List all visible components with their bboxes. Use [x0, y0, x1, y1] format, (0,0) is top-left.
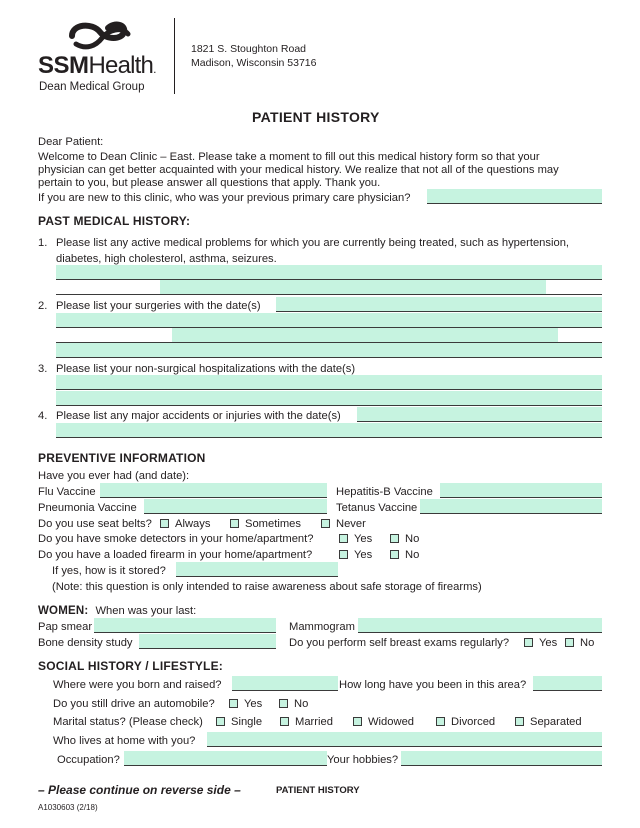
firearm-no-checkbox[interactable] [390, 550, 399, 559]
drive-yes-label: Yes [244, 698, 263, 710]
seatbelt-never-checkbox[interactable] [321, 519, 330, 528]
smoke-no-label: No [405, 533, 420, 545]
lives-with-label: Who lives at home with you? [53, 735, 196, 747]
women-question: When was your last: [95, 605, 197, 617]
smoke-yes-checkbox[interactable] [339, 534, 348, 543]
seatbelt-sometimes-label: Sometimes [245, 518, 301, 530]
marital-divorced-label: Divorced [451, 716, 496, 728]
pneumonia-vaccine-field[interactable] [144, 499, 327, 514]
lives-with-field[interactable] [207, 732, 602, 747]
marital-separated-label: Separated [530, 716, 582, 728]
born-raised-field[interactable] [232, 676, 338, 691]
q3-answer-line2[interactable] [56, 391, 602, 406]
ssm-logo-icon [66, 18, 134, 52]
firearm-yes-checkbox[interactable] [339, 550, 348, 559]
seatbelt-never-label: Never [336, 518, 366, 530]
breast-exam-no-checkbox[interactable] [565, 638, 574, 647]
hobbies-label: Your hobbies? [327, 754, 399, 766]
q1-answer-line2[interactable] [160, 280, 546, 295]
past-history-heading: PAST MEDICAL HISTORY: [38, 214, 191, 228]
marital-label: Marital status? (Please check) [53, 716, 203, 728]
firearm-note: (Note: this question is only intended to raise awareness about safe storage of firearms) [52, 581, 482, 593]
smoke-no-checkbox[interactable] [390, 534, 399, 543]
social-heading: SOCIAL HISTORY / LIFESTYLE: [38, 659, 223, 673]
drive-yes-checkbox[interactable] [229, 699, 238, 708]
q2-answer-line4[interactable] [56, 343, 602, 358]
logo-health: Health [88, 52, 154, 79]
smoke-yes-label: Yes [354, 533, 373, 545]
hepb-vaccine-field[interactable] [440, 483, 602, 498]
marital-widowed-label: Widowed [368, 716, 415, 728]
drive-label: Do you still drive an automobile? [53, 698, 215, 710]
address-line2: Madison, Wisconsin 53716 [191, 57, 317, 69]
q4-number: 4. [38, 410, 48, 422]
logo-trademark: . [153, 62, 156, 76]
logo-ssm: SSM [38, 52, 89, 79]
hobbies-field[interactable] [401, 751, 602, 766]
q3-label: Please list your non-surgical hospitalizations with the date(s) [56, 363, 356, 375]
q4-answer-line2[interactable] [56, 423, 602, 438]
women-row [38, 605, 196, 617]
continue-note: – Please continue on reverse side – [38, 783, 241, 797]
intro-line1: Welcome to Dean Clinic – East. Please take a moment to fill out this medical history form so that your [38, 151, 540, 163]
drive-no-label: No [294, 698, 309, 710]
breast-exam-no-label: No [580, 637, 595, 649]
intro-line3: pertain to you, but please answer all questions that apply. Thank you. [38, 177, 381, 189]
intro-line2: physician can get better acquainted with your medical history. We realize that not all of the questions may [38, 164, 559, 176]
preventive-heading: PREVENTIVE INFORMATION [38, 451, 206, 465]
q4-label: Please list any major accidents or injuries with the date(s) [56, 410, 341, 422]
firearm-no-label: No [405, 549, 420, 561]
firearm-yes-label: Yes [354, 549, 373, 561]
breast-exam-yes-checkbox[interactable] [524, 638, 533, 647]
marital-single-label: Single [231, 716, 263, 728]
prev-physician-field[interactable] [427, 189, 602, 204]
women-label: WOMEN: [38, 605, 89, 617]
pneumonia-vaccine-label: Pneumonia Vaccine [38, 502, 137, 514]
stored-label: If yes, how is it stored? [52, 565, 166, 577]
marital-divorced-checkbox[interactable] [436, 717, 445, 726]
q1-line1: Please list any active medical problems for which you are currently being treated, such as hypertension, [56, 237, 570, 249]
q2-label: Please list your surgeries with the date(s) [56, 300, 261, 312]
bone-density-label: Bone density study [38, 637, 133, 649]
marital-widowed-checkbox[interactable] [353, 717, 362, 726]
q3-answer-line1[interactable] [56, 375, 602, 390]
drive-no-checkbox[interactable] [279, 699, 288, 708]
header-divider [174, 18, 175, 94]
occupation-field[interactable] [124, 751, 327, 766]
born-raised-label: Where were you born and raised? [53, 679, 222, 691]
seatbelt-always-checkbox[interactable] [160, 519, 169, 528]
how-long-label: How long have you been in this area? [339, 679, 527, 691]
q1-number: 1. [38, 237, 48, 249]
q3-number: 3. [38, 363, 48, 375]
q2-answer-line2[interactable] [56, 313, 602, 328]
hepb-vaccine-label: Hepatitis-B Vaccine [336, 486, 433, 498]
form-code: A1030603 (2/18) [38, 803, 98, 812]
flu-vaccine-field[interactable] [100, 483, 327, 498]
mammogram-field[interactable] [358, 618, 602, 633]
tetanus-vaccine-label: Tetanus Vaccine [336, 502, 418, 514]
have-you-had-label: Have you ever had (and date): [38, 470, 190, 482]
how-long-field[interactable] [533, 676, 602, 691]
seatbelt-sometimes-checkbox[interactable] [230, 519, 239, 528]
breast-exam-label: Do you perform self breast exams regularly? [289, 637, 510, 649]
prev-physician-label: If you are new to this clinic, who was your previous primary care physician? [38, 192, 411, 204]
greeting: Dear Patient: [38, 136, 104, 148]
firearm-label: Do you have a loaded firearm in your home/apartment? [38, 549, 313, 561]
address-line1: 1821 S. Stoughton Road [191, 43, 307, 55]
flu-vaccine-label: Flu Vaccine [38, 486, 96, 498]
occupation-label: Occupation? [57, 754, 120, 766]
bone-density-field[interactable] [139, 634, 276, 649]
stored-field[interactable] [176, 562, 338, 577]
mammogram-label: Mammogram [289, 621, 355, 633]
smoke-detector-label: Do you have smoke detectors in your home/apartment? [38, 533, 314, 545]
pap-smear-field[interactable] [94, 618, 276, 633]
breast-exam-yes-label: Yes [539, 637, 558, 649]
footer-title: PATIENT HISTORY [276, 785, 360, 796]
tetanus-vaccine-field[interactable] [420, 499, 602, 514]
logo-group: Dean Medical Group [39, 81, 145, 93]
q1-answer-line1[interactable] [56, 265, 602, 280]
marital-single-checkbox[interactable] [216, 717, 225, 726]
q2-answer-line3[interactable] [172, 328, 558, 343]
page-title: PATIENT HISTORY [252, 109, 380, 125]
q4-answer-line1[interactable] [357, 407, 602, 422]
marital-married-label: Married [295, 716, 333, 728]
seatbelt-always-label: Always [175, 518, 211, 530]
pap-smear-label: Pap smear [38, 621, 93, 633]
marital-married-checkbox[interactable] [280, 717, 289, 726]
seatbelts-label: Do you use seat belts? [38, 518, 152, 530]
q2-number: 2. [38, 300, 48, 312]
q2-answer-line1[interactable] [276, 297, 602, 312]
q1-line2: diabetes, high cholesterol, asthma, seizures. [56, 253, 277, 265]
marital-separated-checkbox[interactable] [515, 717, 524, 726]
